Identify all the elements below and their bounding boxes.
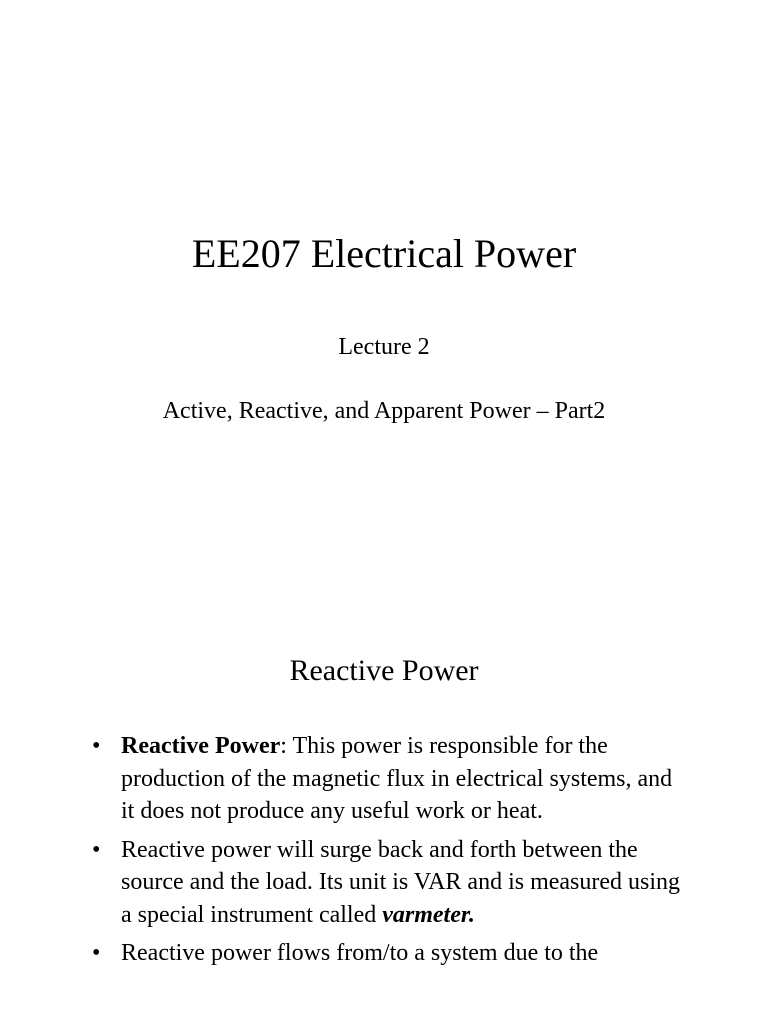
bullet-text: Reactive power flows from/to a system due to the (121, 940, 599, 966)
bullet-text: : This power is responsible for the production of the magnetic flux in electrical systems, and it does not produce any useful work or heat. (121, 733, 673, 824)
presentation-title: EE207 Electrical Power (191, 231, 577, 276)
bullet-marker: • (92, 733, 101, 759)
bullet-item (0, 730, 768, 828)
reactive-power-slide (0, 560, 768, 1024)
bullet-item (0, 834, 768, 932)
bullet-term: Reactive Power (121, 733, 281, 759)
slide-title: Reactive Power (289, 654, 479, 687)
bullet-marker: • (92, 940, 101, 966)
bullet-list (0, 730, 768, 976)
bullet-emphasis: varmeter. (382, 901, 475, 928)
bullet-item (0, 937, 768, 970)
bullet-text: Reactive power will surge back and forth between the source and the load. Its unit is VAR and is measured using a special instrument called (121, 836, 681, 928)
lecture-topic: Active, Reactive, and Apparent Power – Part2 (162, 398, 606, 424)
lecture-number: Lecture 2 (338, 334, 430, 360)
bullet-marker: • (92, 836, 101, 863)
